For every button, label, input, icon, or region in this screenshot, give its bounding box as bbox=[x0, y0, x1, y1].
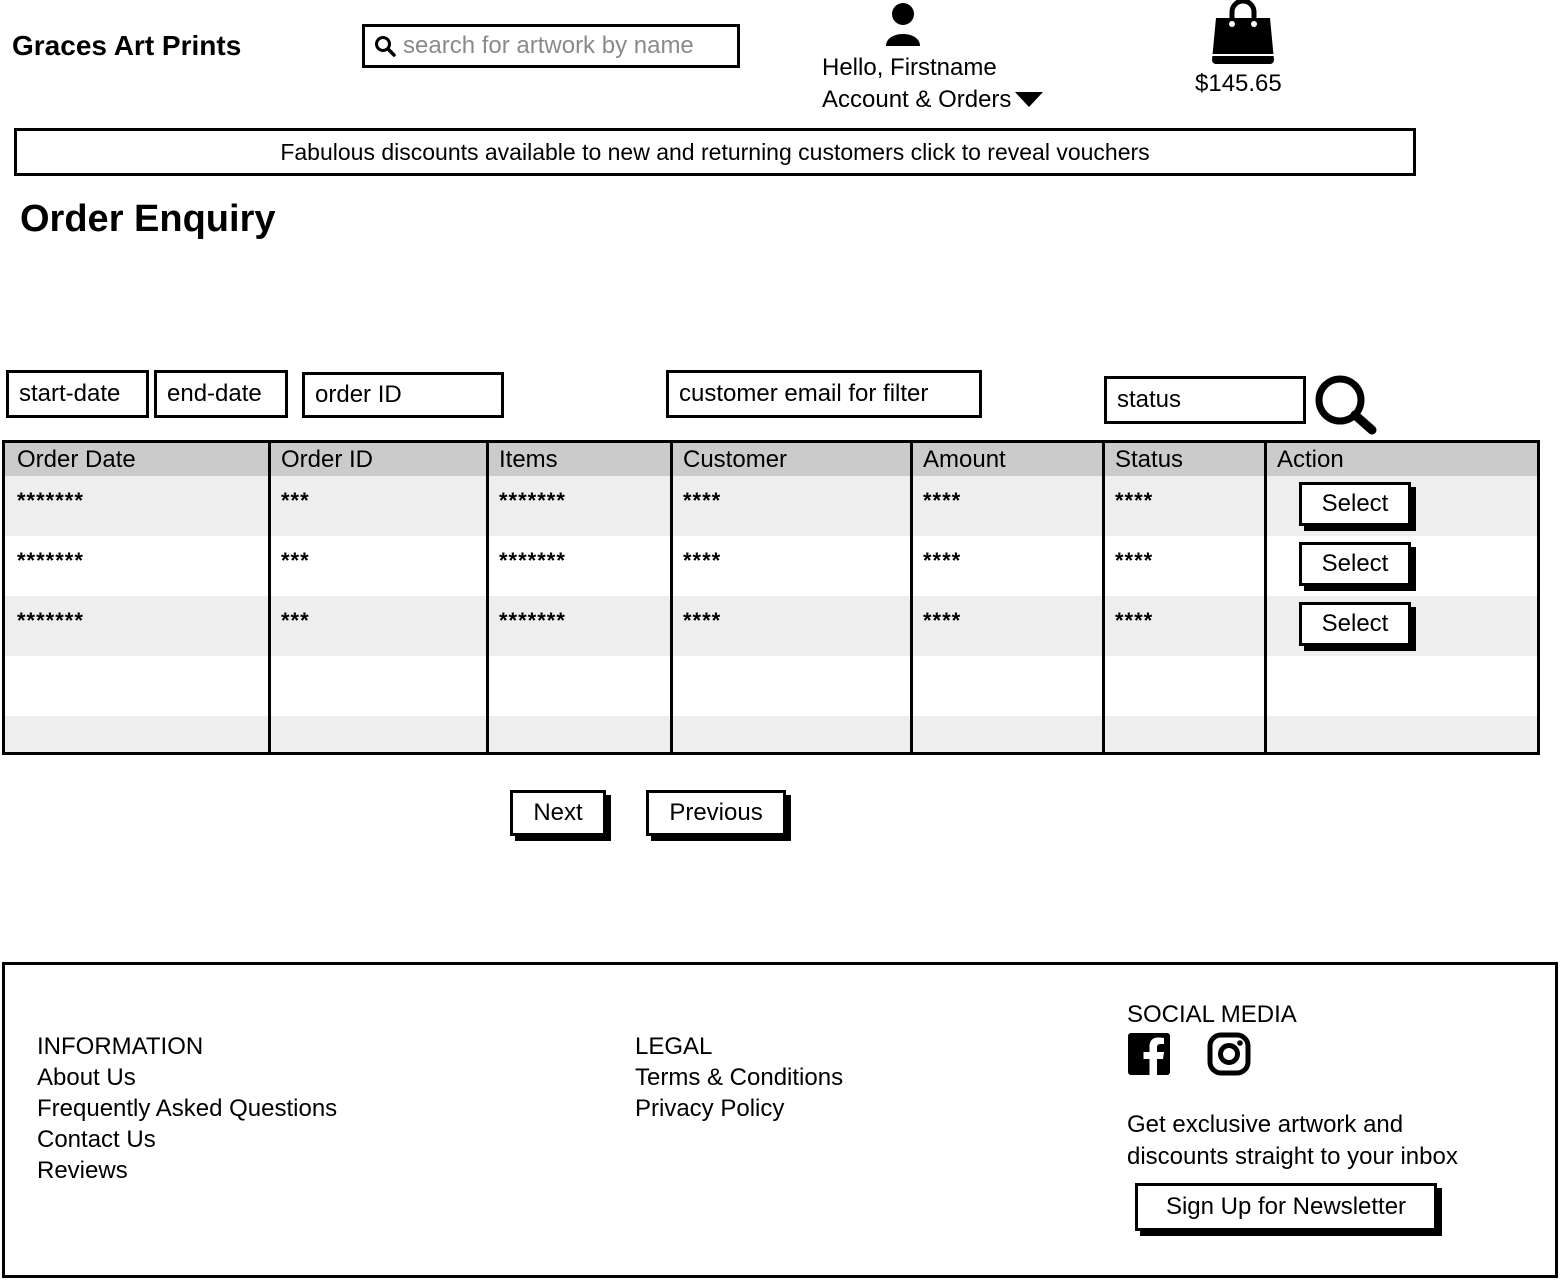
user-greeting: Hello, Firstname bbox=[822, 54, 997, 81]
column-header-order-date[interactable]: Order Date bbox=[4, 442, 270, 476]
start-date-field[interactable]: start-date bbox=[6, 370, 149, 418]
column-header-status[interactable]: Status bbox=[1104, 442, 1266, 476]
cell-order-date: ******* bbox=[4, 476, 270, 536]
table-header-row bbox=[4, 442, 1539, 476]
footer bbox=[2, 962, 1558, 1278]
table-row bbox=[4, 476, 1539, 536]
site-logo[interactable]: Graces Art Prints bbox=[12, 30, 242, 61]
select-button[interactable]: Select bbox=[1299, 482, 1411, 526]
status-field[interactable]: status bbox=[1104, 376, 1306, 424]
footer-link-contact-us[interactable]: Contact Us bbox=[37, 1126, 156, 1153]
cell-items: ******* bbox=[488, 596, 672, 656]
instagram-icon[interactable] bbox=[1207, 1032, 1251, 1076]
select-button[interactable]: Select bbox=[1299, 542, 1411, 586]
caret-down-icon bbox=[1015, 92, 1043, 108]
table-row bbox=[4, 596, 1539, 656]
select-button[interactable]: Select bbox=[1299, 602, 1411, 646]
cell-order-id: *** bbox=[270, 536, 488, 596]
footer-heading-information: INFORMATION bbox=[37, 1033, 204, 1060]
search-icon[interactable] bbox=[1314, 374, 1378, 436]
cell-customer: **** bbox=[672, 596, 912, 656]
cell-order-date: ******* bbox=[4, 596, 270, 656]
column-header-order-id[interactable]: Order ID bbox=[270, 442, 488, 476]
cell-items: ******* bbox=[488, 536, 672, 596]
cell-order-id: *** bbox=[270, 476, 488, 536]
newsletter-text bbox=[1127, 1109, 1458, 1173]
footer-link-reviews[interactable]: Reviews bbox=[37, 1157, 128, 1184]
next-button[interactable]: Next bbox=[510, 790, 606, 836]
customer-email-field[interactable]: customer email for filter bbox=[666, 370, 982, 418]
cell-status: **** bbox=[1104, 596, 1266, 656]
newsletter-text-line: Get exclusive artwork and bbox=[1127, 1111, 1404, 1138]
column-header-amount[interactable]: Amount bbox=[912, 442, 1104, 476]
column-header-customer[interactable]: Customer bbox=[672, 442, 912, 476]
cell-action bbox=[1266, 536, 1539, 596]
facebook-icon[interactable] bbox=[1127, 1032, 1171, 1076]
cell-items: ******* bbox=[488, 476, 672, 536]
promo-banner[interactable]: Fabulous discounts available to new and returning customers click to reveal vouchers bbox=[14, 128, 1416, 176]
newsletter-text-line: discounts straight to your inbox bbox=[1127, 1143, 1458, 1170]
cell-amount: **** bbox=[912, 476, 1104, 536]
footer-social bbox=[1127, 999, 1297, 1076]
shopping-bag-icon[interactable] bbox=[1210, 0, 1276, 66]
footer-information bbox=[37, 1031, 337, 1186]
footer-link-about-us[interactable]: About Us bbox=[37, 1064, 136, 1091]
cell-order-id: *** bbox=[270, 596, 488, 656]
column-header-items[interactable]: Items bbox=[488, 442, 672, 476]
footer-heading-legal: LEGAL bbox=[635, 1033, 713, 1060]
orders-table bbox=[2, 440, 1540, 755]
cell-amount: **** bbox=[912, 596, 1104, 656]
table-row-empty bbox=[4, 656, 1539, 716]
cell-action bbox=[1266, 596, 1539, 656]
footer-link-terms[interactable]: Terms & Conditions bbox=[635, 1064, 844, 1091]
newsletter-signup-button[interactable]: Sign Up for Newsletter bbox=[1135, 1183, 1437, 1231]
footer-legal bbox=[635, 1031, 843, 1124]
order-id-field[interactable]: order ID bbox=[302, 372, 504, 418]
cell-action bbox=[1266, 476, 1539, 536]
account-orders-dropdown[interactable] bbox=[822, 84, 1043, 116]
search-input[interactable] bbox=[403, 32, 723, 60]
cart-total[interactable]: $145.65 bbox=[1195, 70, 1282, 97]
footer-heading-social: SOCIAL MEDIA bbox=[1127, 1001, 1297, 1028]
previous-button[interactable]: Previous bbox=[646, 790, 786, 836]
footer-link-privacy[interactable]: Privacy Policy bbox=[635, 1095, 785, 1122]
cell-status: **** bbox=[1104, 476, 1266, 536]
account-orders-label: Account & Orders bbox=[822, 86, 1012, 113]
search-icon bbox=[373, 34, 397, 58]
end-date-field[interactable]: end-date bbox=[154, 370, 288, 418]
table-row-empty bbox=[4, 716, 1539, 754]
cell-order-date: ******* bbox=[4, 536, 270, 596]
footer-link-faq[interactable]: Frequently Asked Questions bbox=[37, 1095, 338, 1122]
cell-customer: **** bbox=[672, 536, 912, 596]
cell-customer: **** bbox=[672, 476, 912, 536]
social-icons bbox=[1127, 1032, 1297, 1076]
cell-amount: **** bbox=[912, 536, 1104, 596]
cell-status: **** bbox=[1104, 536, 1266, 596]
artwork-search[interactable] bbox=[362, 24, 740, 68]
page-title: Order Enquiry bbox=[20, 198, 276, 240]
table-row bbox=[4, 536, 1539, 596]
user-icon[interactable] bbox=[884, 2, 922, 46]
column-header-action: Action bbox=[1266, 442, 1539, 476]
